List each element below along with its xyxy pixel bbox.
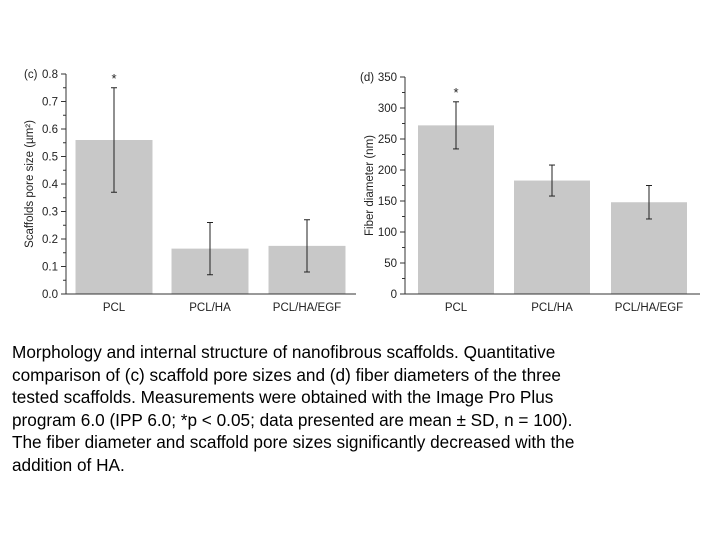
y-tick-label: 250	[377, 134, 397, 146]
y-tick-label: 100	[377, 227, 397, 239]
significance-marker: *	[453, 84, 459, 100]
y-tick-label: 0.5	[42, 151, 58, 164]
bar-pcl-ha	[514, 181, 590, 294]
x-tick-label: PCL	[102, 302, 126, 314]
significance-marker: *	[111, 70, 117, 86]
y-tick-label: 0.2	[42, 234, 58, 246]
panel-label: (c)	[24, 69, 38, 81]
y-tick-label: 0.6	[42, 124, 58, 136]
x-tick-label: PCL	[444, 302, 468, 314]
x-tick-label: PCL/HA	[531, 302, 573, 314]
x-tick-label: PCL/HA/EGF	[614, 302, 684, 314]
x-tick-label: PCL/HA	[189, 302, 231, 314]
y-tick-label: 0.3	[42, 206, 58, 219]
y-tick-label: 150	[377, 196, 397, 208]
chart-panel-1	[24, 69, 356, 314]
figure-caption: Morphology and internal structure of nanofibrous scaffolds. Quantitative comparison of (c) scaffold pore sizes and (d) fiber diameters of the three tested scaffolds. Measurements were obtained with the Image Pro Plus program 6.0 (IPP 6.0; *p < 0.05; data presented are mean ± SD, n = 100). The fiber diameter and scaffold pore sizes significantly decreased with the addition of HA.	[12, 342, 575, 475]
y-tick-label: 0.4	[42, 179, 58, 191]
y-tick-label: 300	[377, 103, 397, 115]
chart-panel-2	[360, 72, 700, 314]
bar-pcl	[418, 125, 494, 294]
y-tick-label: 200	[377, 165, 397, 177]
y-tick-label: 350	[377, 72, 397, 84]
x-tick-label: PCL/HA/EGF	[272, 302, 342, 314]
y-axis-label: Fiber diameter (nm)	[364, 135, 376, 236]
y-tick-label: 50	[384, 258, 397, 270]
y-tick-label: 0.8	[42, 69, 58, 81]
y-tick-label: 0	[390, 289, 397, 301]
y-tick-label: 0.7	[42, 96, 58, 109]
y-axis-label: Scaffolds pore size (µm²)	[24, 120, 36, 248]
y-tick-label: 0.1	[42, 261, 58, 274]
y-tick-label: 0.0	[42, 289, 58, 301]
panel-label: (d)	[360, 72, 375, 84]
